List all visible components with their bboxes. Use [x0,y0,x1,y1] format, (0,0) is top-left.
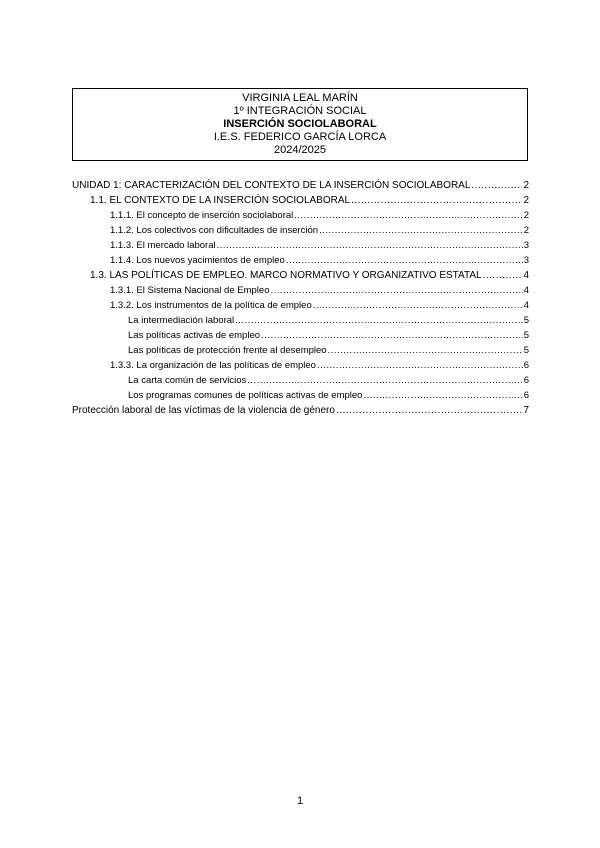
toc-leader-dots [319,225,523,237]
toc-entry-unit-1[interactable] [72,180,529,192]
toc-entry-title: La intermediación laboral [128,315,235,326]
toc-leader-dots [328,345,523,357]
toc-entry-1-3-3[interactable] [110,360,529,372]
toc-entry-title: Las políticas activas de empleo [128,330,261,341]
toc-entry-1-1-3[interactable] [110,240,529,252]
toc-leader-dots [471,180,522,192]
toc-leader-dots [217,240,523,252]
toc-entry-politicas-activas[interactable] [128,330,529,342]
toc-entry-title: 1.1.2. Los colectivos con dificultades de inserción [110,225,319,236]
toc-entry-title: 1.3.3. La organización de las políticas de empleo [110,360,316,371]
toc-leader-dots [294,210,522,222]
toc-leader-dots [351,195,522,207]
toc-entry-page: 2 [523,210,529,221]
toc-leader-dots [261,330,523,342]
toc-entry-page: 4 [523,300,529,311]
toc-entry-page: 2 [523,180,529,191]
toc-entry-title: 1.1. EL CONTEXTO DE LA INSERCIÓN SOCIOLABORAL [90,195,351,206]
toc-entry-title: 1.1.1. El concepto de inserción sociolaboral [110,210,294,221]
toc-entry-carta-comun[interactable] [128,375,529,387]
toc-entry-page: 6 [523,390,529,401]
toc-entry-title: 1.3.1. El Sistema Nacional de Empleo [110,285,270,296]
toc-entry-title: Los programas comunes de políticas activas de empleo [128,390,363,401]
toc-leader-dots [313,300,523,312]
toc-leader-dots [235,315,523,327]
toc-entry-title: 1.3. LAS POLÍTICAS DE EMPLEO. MARCO NORMATIVO Y ORGANIZATIVO ESTATAL [90,270,482,281]
cover-header-box [72,88,528,161]
toc-entry-title: Protección laboral de las víctimas de la violencia de género [72,405,335,416]
toc-entry-proteccion-desempleo[interactable] [128,345,529,357]
toc-entry-page: 7 [523,405,529,416]
academic-year: 2024/2025 [274,144,326,156]
toc-entry-title: 1.3.2. Los instrumentos de la política de empleo [110,300,312,311]
toc-entry-page: 6 [523,360,529,371]
toc-entry-1-1-1[interactable] [110,210,529,222]
toc-entry-page: 3 [523,255,529,266]
toc-entry-title: 1.1.4. Los nuevos yacimientos de empleo [110,255,285,266]
toc-entry-programas-comunes[interactable] [128,390,529,402]
toc-entry-page: 2 [523,225,529,236]
toc-leader-dots [270,285,522,297]
course-name: 1º INTEGRACIÓN SOCIAL [233,105,367,117]
toc-entry-page: 2 [523,195,529,206]
toc-leader-dots [317,360,523,372]
toc-leader-dots [336,405,523,417]
toc-leader-dots [483,270,523,282]
school-name: I.E.S. FEDERICO GARCÍA LORCA [213,131,387,143]
toc-entry-1-3-1[interactable] [110,285,529,297]
page-number: 1 [296,795,304,807]
toc-entry-title: UNIDAD 1: CARACTERIZACIÓN DEL CONTEXTO DE LA INSERCIÓN SOCIOLABORAL [72,180,471,191]
toc-entry-page: 5 [523,330,529,341]
toc-entry-1-1[interactable] [90,195,529,207]
toc-entry-title: La carta común de servicios [128,375,247,386]
toc-entry-title: 1.1.3. El mercado laboral [110,240,216,251]
toc-entry-page: 4 [523,285,529,296]
toc-entry-page: 4 [523,270,529,281]
toc-entry-proteccion-victimas[interactable] [72,405,529,417]
toc-entry-1-1-4[interactable] [110,255,529,267]
toc-leader-dots [247,375,522,387]
author-name: VIRGINIA LEAL MARÍN [242,92,358,104]
toc-entry-1-1-2[interactable] [110,225,529,237]
toc-entry-page: 5 [523,315,529,326]
toc-entry-page: 5 [523,345,529,356]
toc-entry-page: 3 [523,240,529,251]
subject-title: INSERCIÓN SOCIOLABORAL [223,118,377,130]
toc-entry-title: Las políticas de protección frente al desempleo [128,345,327,356]
toc-entry-1-3-2[interactable] [110,300,529,312]
toc-entry-page: 6 [523,375,529,386]
toc-leader-dots [286,255,523,267]
toc-entry-1-3[interactable] [90,270,529,282]
toc-entry-intermediacion[interactable] [128,315,529,327]
toc-leader-dots [363,390,522,402]
